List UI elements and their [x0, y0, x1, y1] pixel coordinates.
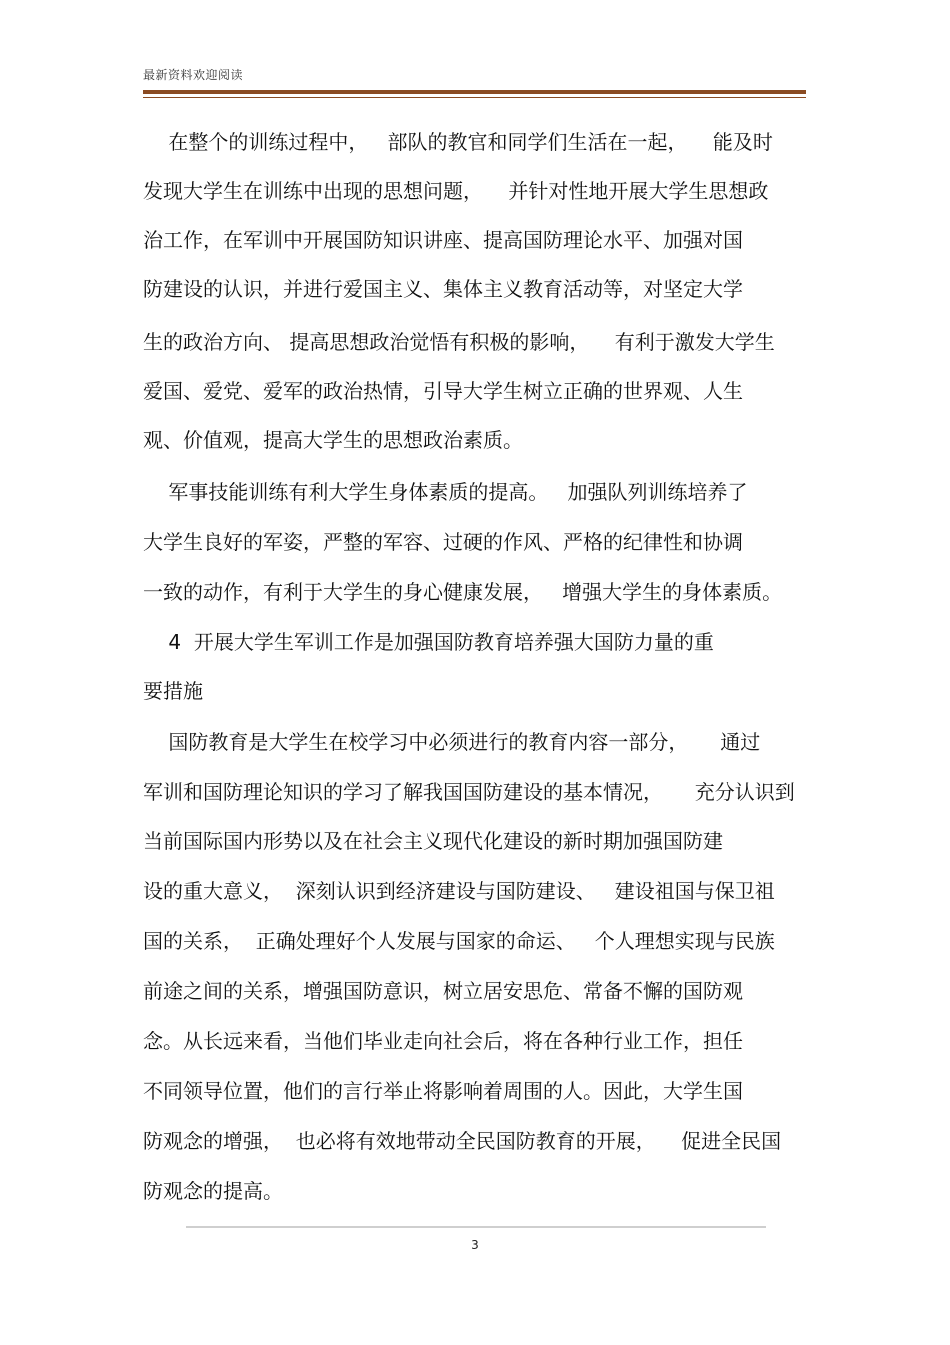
text-line: 生的政治方向、 提高思想政治觉悟有积极的影响， 有利于激发大学生 — [143, 330, 775, 354]
header-text: 最新资料欢迎阅读 — [143, 68, 244, 82]
footer-rule — [186, 1226, 766, 1228]
text-line: 在整个的训练过程中， 部队的教官和同学们生活在一起， 能及时 — [143, 130, 773, 154]
text-line: 国防教育是大学生在校学习中必须进行的教育内容一部分， 通过 — [143, 730, 761, 754]
text-line: 设的重大意义， 深刻认识到经济建设与国防建设、 建设祖国与保卫祖 — [143, 879, 775, 903]
header-rule-thin — [143, 97, 806, 98]
text-line: 治工作，在军训中开展国防知识讲座、提高国防理论水平、加强对国 — [143, 228, 743, 252]
text-line: 大学生良好的军姿，严整的军容、过硬的作风、严格的纪律性和协调 — [143, 530, 743, 554]
text-line: 当前国际国内形势以及在社会主义现代化建设的新时期加强国防建 — [143, 829, 723, 853]
section-heading: 要措施 — [143, 679, 203, 703]
header-rule-thick — [143, 90, 806, 94]
text-line: 军训和国防理论知识的学习了解我国国防建设的基本情况， 充分认识到 — [143, 780, 795, 804]
page-number: 3 — [471, 1238, 479, 1252]
text-line: 一致的动作，有利于大学生的身心健康发展， 增强大学生的身体素质。 — [143, 580, 783, 604]
text-line: 发现大学生在训练中出现的思想问题， 并针对性地开展大学生思想政 — [143, 179, 769, 203]
text-line: 国的关系， 正确处理好个人发展与国家的命运、 个人理想实现与民族 — [143, 929, 775, 953]
text-line: 防观念的提高。 — [143, 1179, 283, 1203]
section-heading: 4 开展大学生军训工作是加强国防教育培养强大国防力量的重 — [143, 630, 714, 654]
text-line: 念。从长远来看，当他们毕业走向社会后，将在各种行业工作，担任 — [143, 1029, 743, 1053]
text-line: 防观念的增强， 也必将有效地带动全民国防教育的开展， 促进全民国 — [143, 1129, 782, 1153]
text-line: 爱国、爱党、爱军的政治热情，引导大学生树立正确的世界观、人生 — [143, 379, 743, 403]
text-line: 防建设的认识，并进行爱国主义、集体主义教育活动等，对坚定大学 — [143, 277, 743, 301]
text-line: 前途之间的关系，增强国防意识，树立居安思危、常备不懈的国防观 — [143, 979, 743, 1003]
text-line: 军事技能训练有利大学生身体素质的提高。 加强队列训练培养了 — [143, 480, 748, 504]
text-line: 观、价值观，提高大学生的思想政治素质。 — [143, 428, 523, 452]
text-line: 不同领导位置，他们的言行举止将影响着周围的人。因此，大学生国 — [143, 1079, 743, 1103]
